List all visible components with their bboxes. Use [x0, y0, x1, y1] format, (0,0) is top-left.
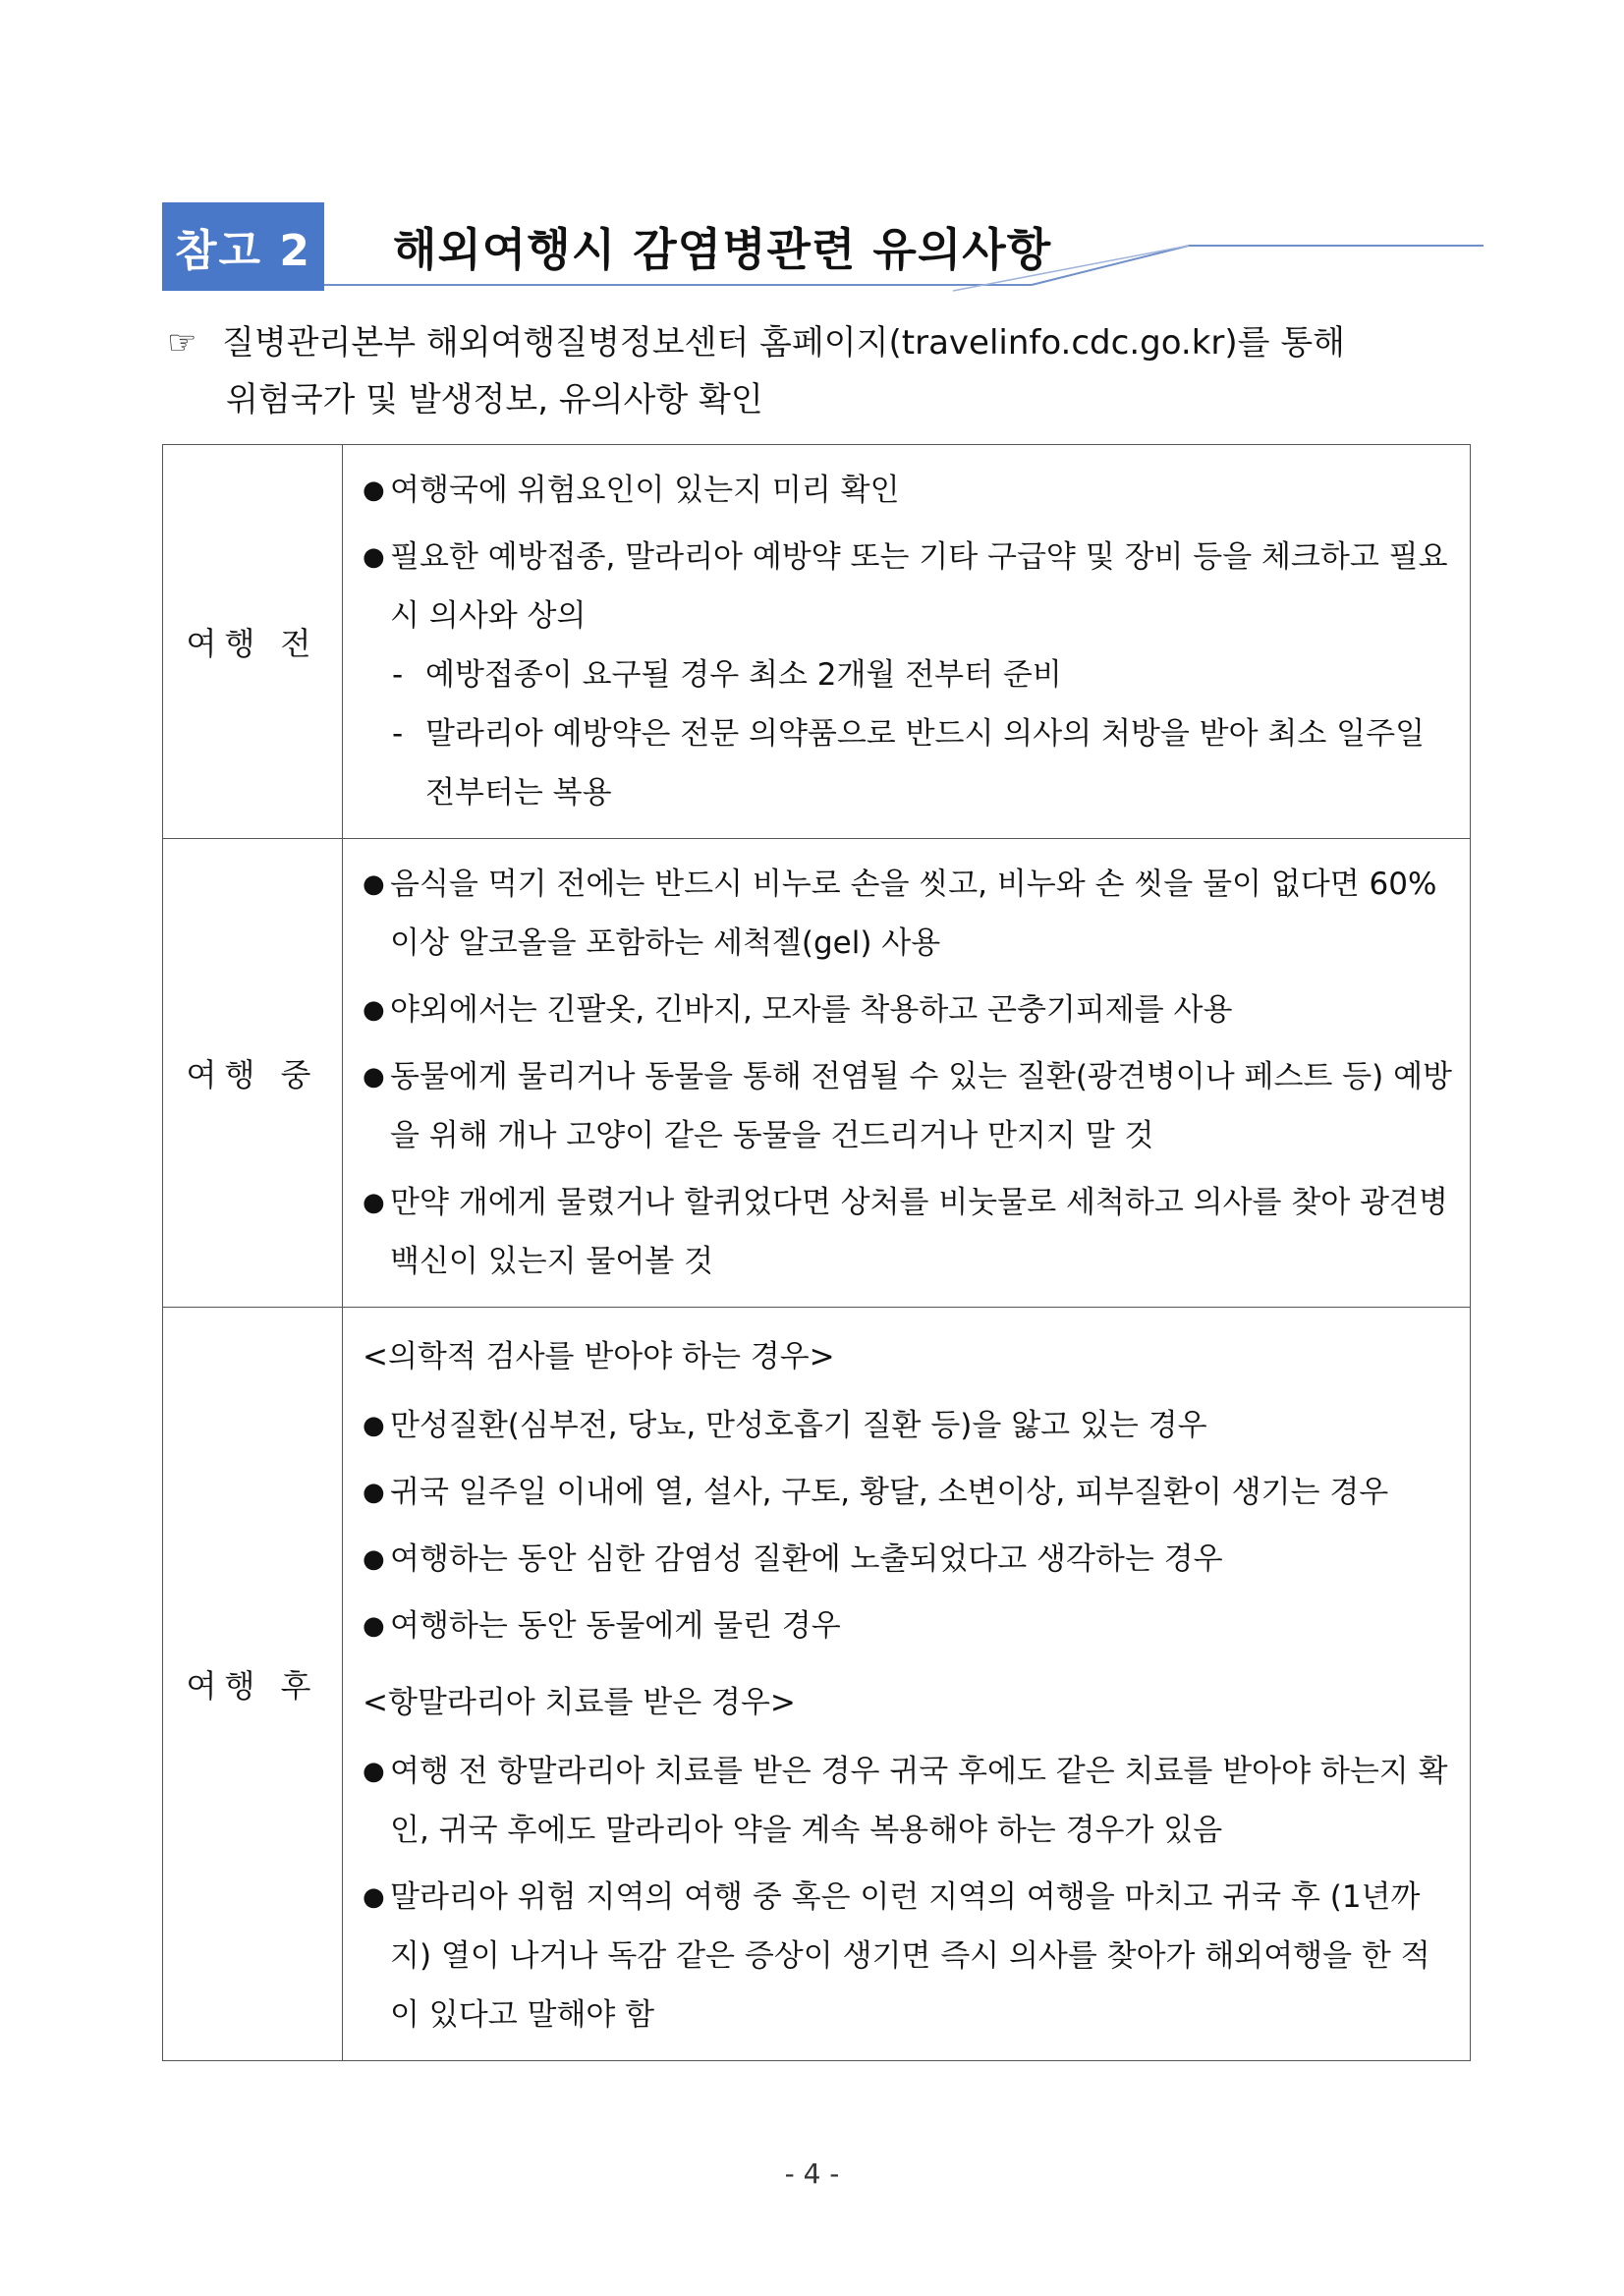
- list-item-text: 동물에게 물리거나 동물을 통해 전염될 수 있는 질환(광견병이나 페스트 등) 예방을 위해 개나 고양이 같은 동물을 건드리거나 만지지 말 것: [390, 1059, 1452, 1153]
- reference-badge: 참고 2: [162, 202, 324, 291]
- bullet-icon: ●: [363, 1411, 385, 1440]
- list-item: [363, 1463, 1456, 1522]
- section-label: 여행 전: [163, 445, 343, 839]
- list-item-text: 필요한 예방접종, 말라리아 예방약 또는 기타 구급약 및 장비 등을 체크하고 필요시 의사와 상의: [390, 539, 1448, 634]
- list-item-text: 여행국에 위험요인이 있는지 미리 확인: [390, 473, 900, 508]
- list-item: [363, 1530, 1456, 1589]
- list-item-text: 음식을 먹기 전에는 반드시 비누로 손을 씻고, 비누와 손 씻을 물이 없다면 60%이상 알코올을 포함하는 세척젤(gel) 사용: [390, 867, 1437, 961]
- bullet-icon: ●: [363, 1062, 385, 1092]
- page-number: - 4 -: [784, 2157, 840, 2190]
- section-label: 여행 후: [163, 1308, 343, 2061]
- list-item-text: 여행하는 동안 심한 감염성 질환에 노출되었다고 생각하는 경우: [390, 1541, 1223, 1577]
- dash-icon: -: [392, 657, 404, 693]
- sub-list-item: [363, 704, 1456, 822]
- list-item: [363, 528, 1456, 645]
- list-item: [363, 1047, 1456, 1165]
- bullet-icon: ●: [363, 1882, 385, 1912]
- list-item-text: 만약 개에게 물렸거나 할퀴었다면 상처를 비눗물로 세척하고 의사를 찾아 광견병 백신이 있는지 물어볼 것: [390, 1185, 1448, 1279]
- table-row: [163, 1308, 1471, 2061]
- list-item: [363, 1868, 1456, 2044]
- bullet-icon: ●: [363, 1544, 385, 1574]
- bullet-icon: ●: [363, 1188, 385, 1217]
- precautions-table: [162, 444, 1471, 2061]
- table-row: [163, 839, 1471, 1308]
- bullet-icon: ●: [363, 542, 385, 572]
- intro-line-1: 질병관리본부 해외여행질병정보센터 홈페이지(travelinfo.cdc.go.kr)를 통해: [222, 323, 1346, 363]
- sub-list-item: [363, 645, 1456, 704]
- list-item: [363, 1596, 1456, 1655]
- section-content: [343, 1308, 1471, 2061]
- list-item-text: 만성질환(심부전, 당뇨, 만성호흡기 질환 등)을 앓고 있는 경우: [390, 1408, 1207, 1443]
- section-content: [343, 445, 1471, 839]
- subsection-heading: <의학적 검사를 받아야 하는 경우>: [363, 1339, 835, 1374]
- intro-note: [167, 314, 1484, 428]
- bullet-icon: ●: [363, 995, 385, 1025]
- bullet-icon: ●: [363, 476, 385, 505]
- bullet-icon: ●: [363, 1478, 385, 1507]
- list-item: [363, 855, 1456, 973]
- pointing-hand-icon: ☞: [167, 323, 197, 363]
- list-item-text: 말라리아 위험 지역의 여행 중 혹은 이런 지역의 여행을 마치고 귀국 후 (1년까지) 열이 나거나 독감 같은 증상이 생기면 즉시 의사를 찾아가 해외여행을 한 적이 있다고 말해야 함: [390, 1879, 1430, 2033]
- list-item-text: 여행 전 항말라리아 치료를 받은 경우 귀국 후에도 같은 치료를 받아야 하는지 확인, 귀국 후에도 말라리아 약을 계속 복용해야 하는 경우가 있음: [390, 1754, 1448, 1848]
- list-item: [363, 1173, 1456, 1291]
- subsection-heading: <항말라리아 치료를 받은 경우>: [363, 1685, 796, 1720]
- list-item: [363, 461, 1456, 520]
- bullet-icon: ●: [363, 1757, 385, 1786]
- bullet-icon: ●: [363, 869, 385, 899]
- list-item: [363, 1742, 1456, 1860]
- page-title: 해외여행시 감염병관련 유의사항: [393, 223, 1052, 276]
- list-item: [363, 1396, 1456, 1455]
- list-item-text: 여행하는 동안 동물에게 물린 경우: [390, 1608, 841, 1644]
- section-content: [343, 839, 1471, 1308]
- sub-list-item-text: 예방접종이 요구될 경우 최소 2개월 전부터 준비: [425, 657, 1062, 693]
- intro-line-2: 위험국가 및 발생정보, 유의사항 확인: [226, 380, 763, 420]
- dash-icon: -: [392, 716, 404, 752]
- list-item-text: 야외에서는 긴팔옷, 긴바지, 모자를 착용하고 곤충기피제를 사용: [390, 992, 1233, 1028]
- bullet-icon: ●: [363, 1611, 385, 1641]
- section-label: 여행 중: [163, 839, 343, 1308]
- sub-list-item-text: 말라리아 예방약은 전문 의약품으로 반드시 의사의 처방을 받아 최소 일주일 전부터는 복용: [425, 716, 1426, 811]
- list-item-text: 귀국 일주일 이내에 열, 설사, 구토, 황달, 소변이상, 피부질환이 생기는 경우: [390, 1475, 1389, 1510]
- list-item: [363, 980, 1456, 1039]
- table-row: [163, 445, 1471, 839]
